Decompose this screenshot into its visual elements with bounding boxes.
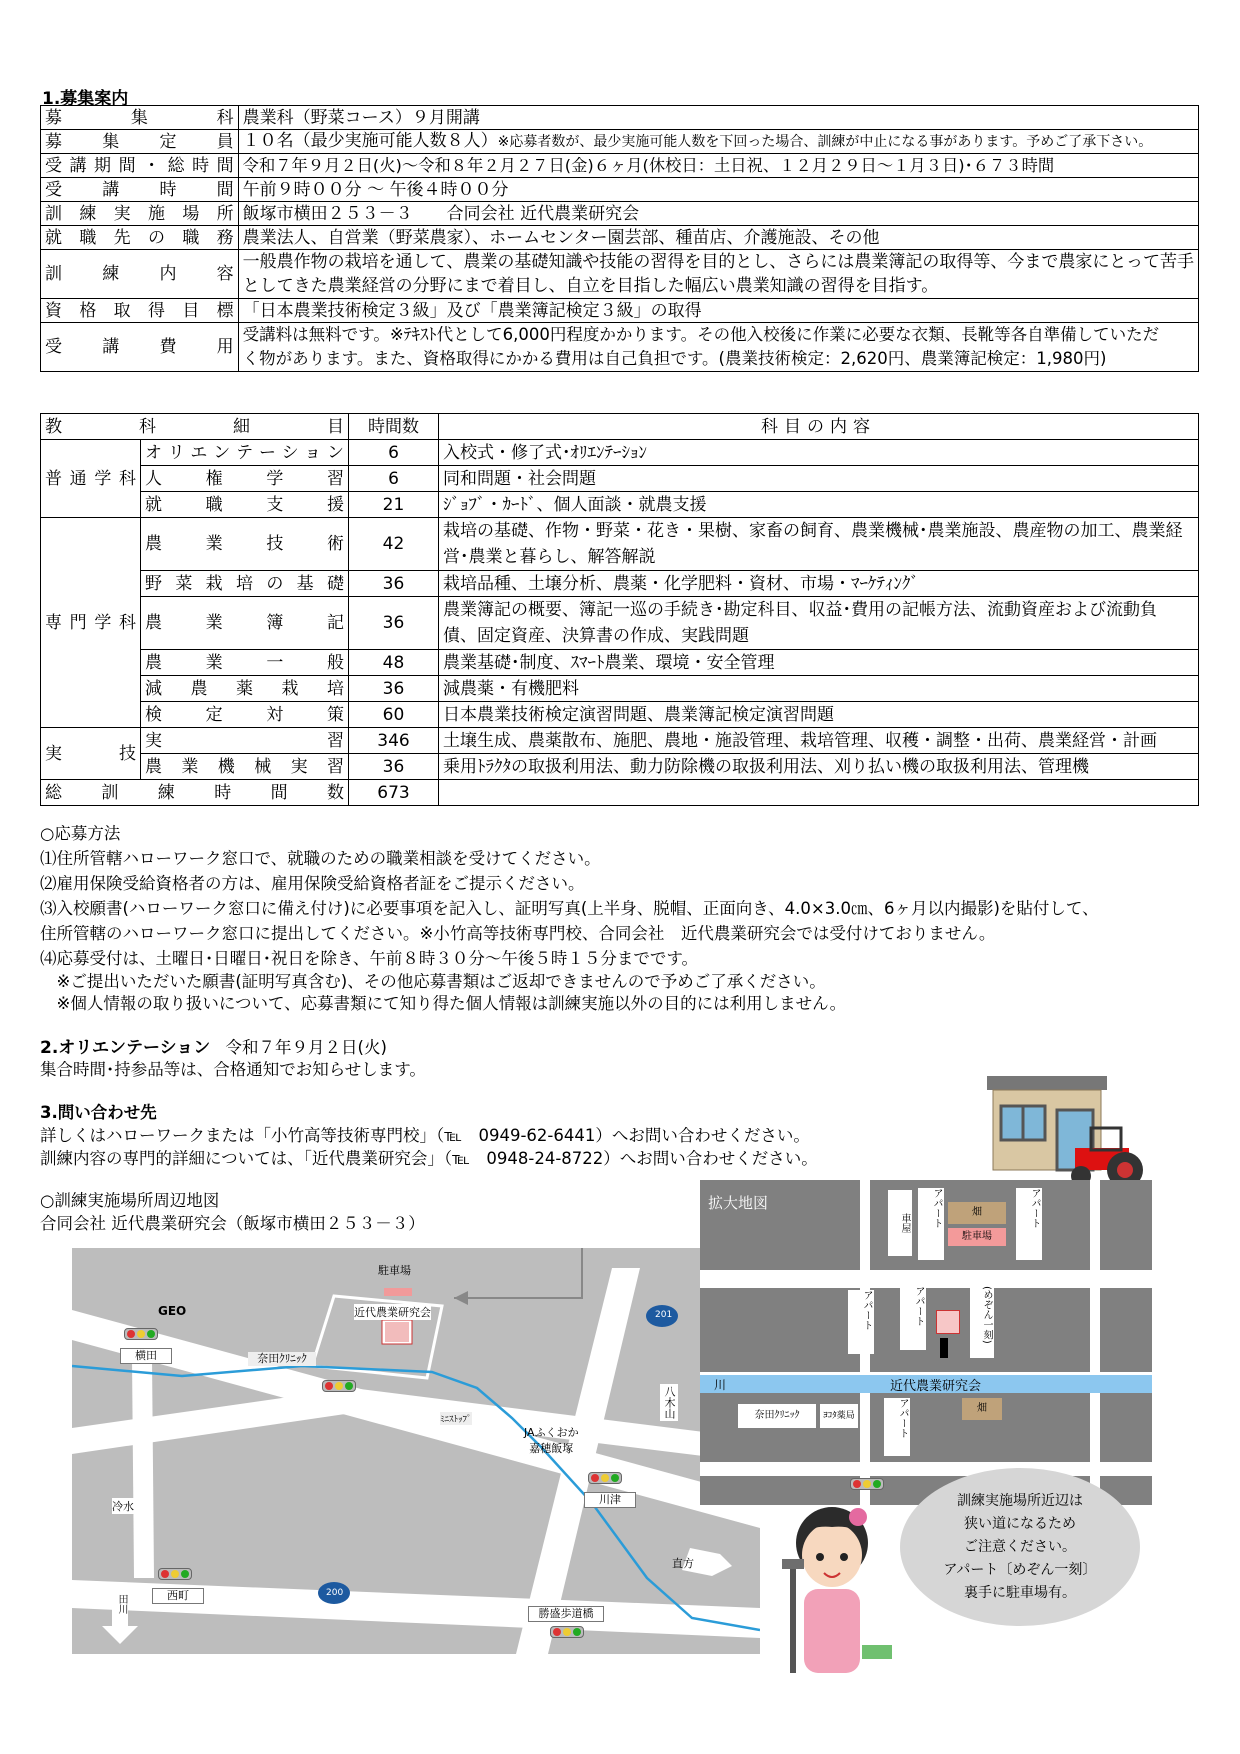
apply-line: ⑴住所管轄ハローワーク窓口で、就職のための職業相談を受けてください。 <box>40 849 601 868</box>
takawa-label: 田川 <box>116 1594 127 1614</box>
subject-name: 人権学習 <box>141 466 349 492</box>
subject-content: 栽培の基礎、作物・野菜・花き・果樹、家畜の飼育、農業機械･農業施設、農産物の加工、農業経 <box>443 521 1183 541</box>
clinic-label: 奈田ｸﾘﾆｯｸ <box>248 1352 316 1366</box>
subject-name: オリエンテーション <box>141 440 349 466</box>
inset-map <box>700 1180 1152 1505</box>
group-specialized: 専門学科 <box>41 518 141 728</box>
inset-apart: アパート <box>1016 1188 1042 1260</box>
inset-parking: 駐車場 <box>948 1228 1006 1246</box>
label-qualification: 資格取得目標 <box>41 299 239 323</box>
orientation-date: 令和７年９月２日(火) <box>225 1038 387 1057</box>
label-content: 訓練内容 <box>41 250 239 299</box>
inset-mezon: (めぞん一刻) <box>970 1286 994 1358</box>
inset-institute-label: 近代農業研究会 <box>890 1379 982 1394</box>
subject-hours: 36 <box>349 754 439 780</box>
contact-line1: 詳しくはハローワークまたは「小竹高等技術専門校」（℡ 0949-62-6441）へお問い合わせください。 <box>40 1126 810 1145</box>
subject-name: 減農薬栽培 <box>141 676 349 702</box>
traffic-light-icon <box>124 1328 158 1340</box>
inset-river-label: 川 <box>714 1378 727 1392</box>
orientation-note: 集合時間･持参品等は、合格通知でお知らせします。 <box>40 1060 426 1079</box>
inset-apart: アパート <box>918 1188 944 1260</box>
nishimachi-label: 西町 <box>152 1588 204 1604</box>
subject-content-cont: 債、固定資産、決算書の作成、実践問題 <box>443 626 749 646</box>
subject-name: 検定対策 <box>141 702 349 728</box>
section2-title: 2.オリエンテーション <box>40 1038 211 1058</box>
notice-bubble <box>900 1468 1140 1626</box>
subjects-table <box>40 413 1199 806</box>
subject-name: 実習 <box>141 728 349 754</box>
subject-content: 日本農業技術検定演習問題、農業簿記検定演習問題 <box>439 702 1199 728</box>
subject-hours: 36 <box>349 597 439 650</box>
apply-line: ⑶入校願書(ハローワーク窓口に備え付け)に必要事項を記入し、証明写真(上半身、脱帽、正面向き、4.0×3.0㎝、6ヶ月以内撮影)を貼付して、 <box>40 899 1099 918</box>
subject-content: 栽培品種、土壌分析、農薬・化学肥料・資材、市場・ﾏｰｹﾃｨﾝｸﾞ <box>439 571 1199 597</box>
subject-content: 農業簿記の概要、簿記一巡の手続き･勘定科目、収益･費用の記帳方法、流動資産および流動負 <box>443 600 1157 620</box>
value-jobs: 農業法人、自営業（野菜農家）、ホームセンター園芸部、種苗店、介護施設、その他 <box>238 226 1198 250</box>
apply-line: ※個人情報の取り扱いについて、応募書類にて知り得た個人情報は訓練実施以外の目的には利用しません。 <box>40 994 847 1013</box>
total-hours: 673 <box>349 780 439 806</box>
subject-hours: 48 <box>349 650 439 676</box>
apply-line: ⑷応募受付は、土曜日･日曜日･祝日を除き、午前８時３０分～午後５時１５分までです。 <box>40 949 699 968</box>
value-period: 令和７年９月２日(火)～令和８年２月２７日(金)６ヶ月(休校日：土日祝、１２月２９日～１月３日)･６７３時間 <box>238 154 1198 178</box>
geo-label: GEO <box>158 1304 187 1318</box>
subject-content: 入校式・修了式･ｵﾘｴﾝﾃｰｼｮﾝ <box>439 440 1199 466</box>
ja-label-2: 嘉穂飯塚 <box>529 1442 574 1455</box>
bubble-line: 訓練実施場所近辺は <box>957 1493 1083 1509</box>
value-content-line2: としてきた農業経営の分野にまで着目し、自立を目指した幅広い農業知識の習得を目指す。 <box>242 276 939 296</box>
area-map <box>72 1248 760 1654</box>
reisui-label: 冷水 <box>112 1500 134 1513</box>
traffic-light-icon <box>158 1568 192 1580</box>
subject-hours: 21 <box>349 492 439 518</box>
subject-name: 農業機械実習 <box>141 754 349 780</box>
group-practical: 実技 <box>41 728 141 780</box>
section1-title: 1.募集案内 <box>42 89 129 109</box>
apply-line: 住所管轄のハローワーク窓口に提出してください。※小竹高等技術専門校、合同会社 近代農業研究会では受付けておりません。 <box>40 924 996 943</box>
parking-label: 駐車場 <box>378 1264 411 1277</box>
apply-line: ⑵雇用保険受給資格者の方は、雇用保険受給資格者証をご提示ください。 <box>40 874 585 893</box>
label-location: 訓練実施場所 <box>41 202 239 226</box>
bubble-line: 裏手に駐車場有。 <box>964 1585 1076 1601</box>
bubble-line: アパート〔めぞん一刻〕 <box>943 1562 1097 1578</box>
inset-garage: 車屋 <box>888 1190 912 1256</box>
inset-entrance-arrow-icon <box>940 1338 948 1358</box>
inset-clinic: 奈田ｸﾘﾆｯｸ <box>738 1404 816 1428</box>
subject-content: 減農薬・有機肥料 <box>439 676 1199 702</box>
subject-name: 農業技術 <box>141 518 349 571</box>
subject-hours: 6 <box>349 440 439 466</box>
subject-content: 農業基礎･制度、ｽﾏｰﾄ農業、環境・安全管理 <box>439 650 1199 676</box>
value-capacity: １０名（最少実施可能人数８人） <box>242 131 498 151</box>
inset-field: 畑 <box>962 1398 1002 1420</box>
subject-hours: 6 <box>349 466 439 492</box>
subject-hours: 36 <box>349 676 439 702</box>
recruitment-table <box>40 105 1199 372</box>
label-capacity: 募集定員 <box>41 130 239 154</box>
subject-content: 土壌生成、農薬散布、施肥、農地・施設管理、栽培管理、収穫・調整・出荷、農業経営・計画 <box>439 728 1199 754</box>
header-hours: 時間数 <box>349 414 439 440</box>
bubble-line: 狭い道になるため <box>964 1516 1076 1532</box>
header-content: 科目の内容 <box>439 414 1199 440</box>
group-general: 普通学科 <box>41 440 141 518</box>
apply-line: ※ご提出いただいた願書(証明写真含む)、その他応募書類はご返却できませんので予めご了承ください。 <box>40 972 826 991</box>
label-hours: 受講時間 <box>41 178 239 202</box>
map-address: 合同会社 近代農業研究会（飯塚市横田２５３－３） <box>40 1214 425 1233</box>
total-label: 総訓練時間数 <box>41 780 349 806</box>
subject-name: 農業簿記 <box>141 597 349 650</box>
yakiyama-label: 八木山 <box>660 1384 678 1421</box>
yokota-label: 横田 <box>120 1348 172 1364</box>
traffic-light-icon <box>850 1478 884 1490</box>
map-title: ○訓練実施場所周辺地図 <box>40 1191 220 1210</box>
inset-apart: アパート <box>884 1398 910 1456</box>
value-hours: 午前９時００分 ～ 午後４時００分 <box>238 178 1198 202</box>
subject-name: 農業一般 <box>141 650 349 676</box>
label-fee: 受講費用 <box>41 323 239 372</box>
subject-content: ｼﾞｮﾌﾞ・ｶｰﾄﾞ、個人面談・就農支援 <box>439 492 1199 518</box>
value-course: 農業科（野菜コース）９月開講 <box>238 106 1198 130</box>
institute-label: 近代農業研究会 <box>354 1306 431 1319</box>
inset-apart: アパート <box>848 1290 874 1354</box>
inset-title: 拡大地図 <box>708 1194 769 1212</box>
route-201-label: 201 <box>655 1310 673 1320</box>
ministop-label: ﾐﾆｽﾄｯﾌﾟ <box>440 1412 472 1425</box>
value-fee-line1: 受講料は無料です。※ﾃｷｽﾄ代として6,000円程度かかります。その他入校後に作業に必要な衣類、長靴等各自準備していただ <box>242 325 1160 344</box>
katsumori-label: 勝盛歩道橋 <box>528 1606 604 1622</box>
subject-content: 同和問題・社会問題 <box>439 466 1199 492</box>
header-subject: 教科細目 <box>41 414 349 440</box>
value-location: 飯塚市横田２５３－３ 合同会社 近代農業研究会 <box>238 202 1198 226</box>
bubble-line: ご注意ください。 <box>964 1539 1076 1555</box>
inset-pharmacy: ﾖｺﾀ薬局 <box>820 1404 858 1428</box>
guide-girl-illustration <box>762 1495 922 1673</box>
section3-title: 3.問い合わせ先 <box>40 1103 157 1122</box>
subject-name: 野菜栽培の基礎 <box>141 571 349 597</box>
inset-field: 畑 <box>948 1202 1006 1224</box>
value-qualification: 「日本農業技術検定３級」及び「農業簿記検定３級」の取得 <box>238 299 1198 323</box>
traffic-light-icon <box>322 1380 356 1392</box>
ja-label: JAふくおか <box>524 1426 579 1439</box>
label-period: 受講期間・総時間 <box>41 154 239 178</box>
inset-river <box>700 1375 1152 1393</box>
subject-content: 乗用ﾄﾗｸﾀの取扱利用法、動力防除機の取扱利用法、刈り払い機の取扱利用法、管理機 <box>439 754 1199 780</box>
label-course: 募集科 <box>41 106 239 130</box>
traffic-light-icon <box>550 1626 584 1638</box>
subject-content-cont: 営･農業と暮らし、解答解説 <box>443 547 656 567</box>
subject-name: 就職支援 <box>141 492 349 518</box>
subject-hours: 346 <box>349 728 439 754</box>
value-fee-line2: く物があります。また、資格取得にかかる費用は自己負担です。(農業技術検定：2,620円、農業簿記検定：1,980円) <box>242 349 1107 368</box>
subject-hours: 36 <box>349 571 439 597</box>
inset-institute-building <box>936 1310 960 1334</box>
value-content-line1: 一般農作物の栽培を通して、農業の基礎知識や技能の習得を目的とし、さらには農業簿記の取得等、今まで農家にとって苦手 <box>242 252 1194 272</box>
route-200-label: 200 <box>326 1588 344 1598</box>
kawazu-label: 川津 <box>584 1492 636 1508</box>
nogata-label: 直方 <box>672 1557 694 1570</box>
label-jobs: 就職先の職務 <box>41 226 239 250</box>
traffic-light-icon <box>588 1472 622 1484</box>
contact-line2: 訓練内容の専門的詳細については、「近代農業研究会」（℡ 0948-24-8722）へお問い合わせください。 <box>40 1149 818 1168</box>
inset-apart: アパート <box>900 1286 926 1350</box>
capacity-note: ※応募者数が、最少実施可能人数を下回った場合、訓練が中止になる事があります。予めご了承下さい。 <box>497 134 1153 150</box>
subject-hours: 42 <box>349 518 439 571</box>
apply-title: ○応募方法 <box>40 824 121 843</box>
subject-hours: 60 <box>349 702 439 728</box>
